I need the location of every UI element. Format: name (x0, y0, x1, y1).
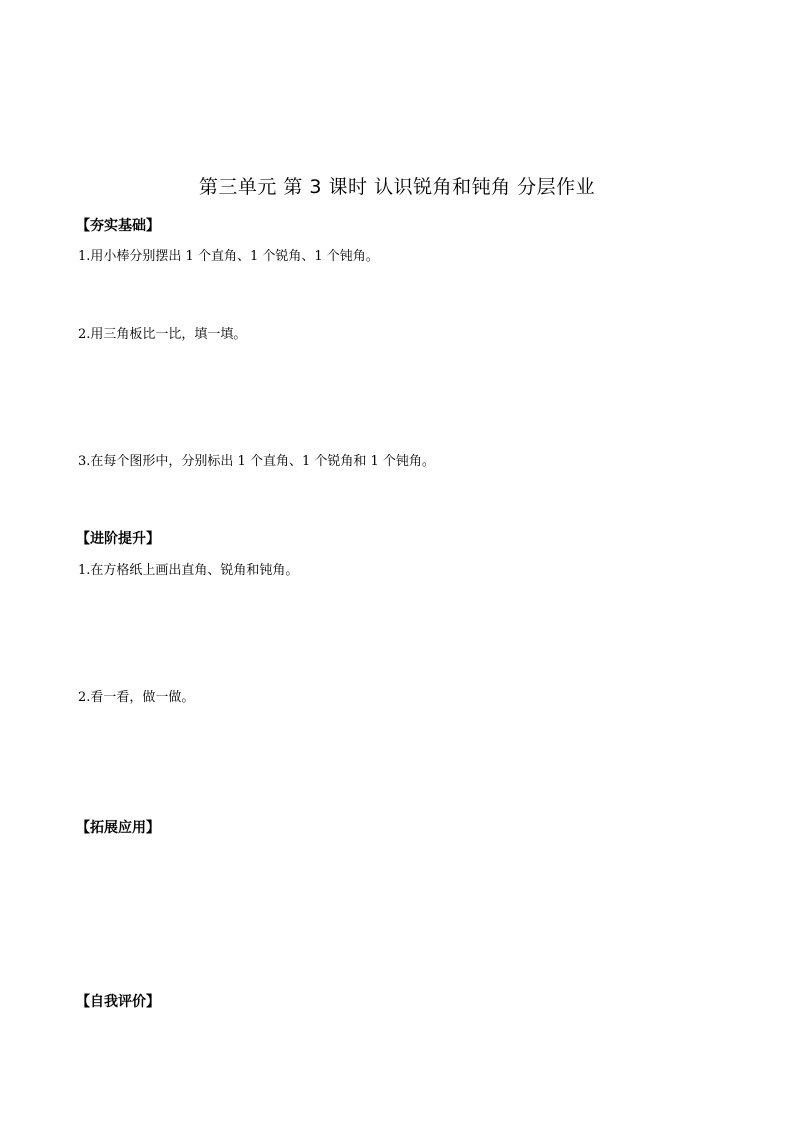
page-title: 第三单元 第 3 课时 认识锐角和钝角 分层作业 (198, 176, 596, 198)
question-advanced-1: 1.在方格纸上画出直角、锐角和钝角。 (78, 563, 299, 578)
section-heading-self-evaluation: 【自我评价】 (76, 994, 160, 1010)
question-basic-1: 1.用小棒分别摆出 1 个直角、1 个锐角、1 个钝角。 (78, 249, 379, 264)
section-heading-basic: 【夯实基础】 (76, 218, 160, 234)
section-heading-extension: 【拓展应用】 (76, 820, 160, 836)
section-heading-advanced: 【进阶提升】 (76, 531, 160, 547)
question-basic-2: 2.用三角板比一比，填一填。 (78, 327, 247, 342)
question-advanced-2: 2.看一看，做一做。 (78, 690, 195, 705)
question-basic-3: 3.在每个图形中，分别标出 1 个直角、1 个锐角和 1 个钝角。 (78, 454, 435, 469)
